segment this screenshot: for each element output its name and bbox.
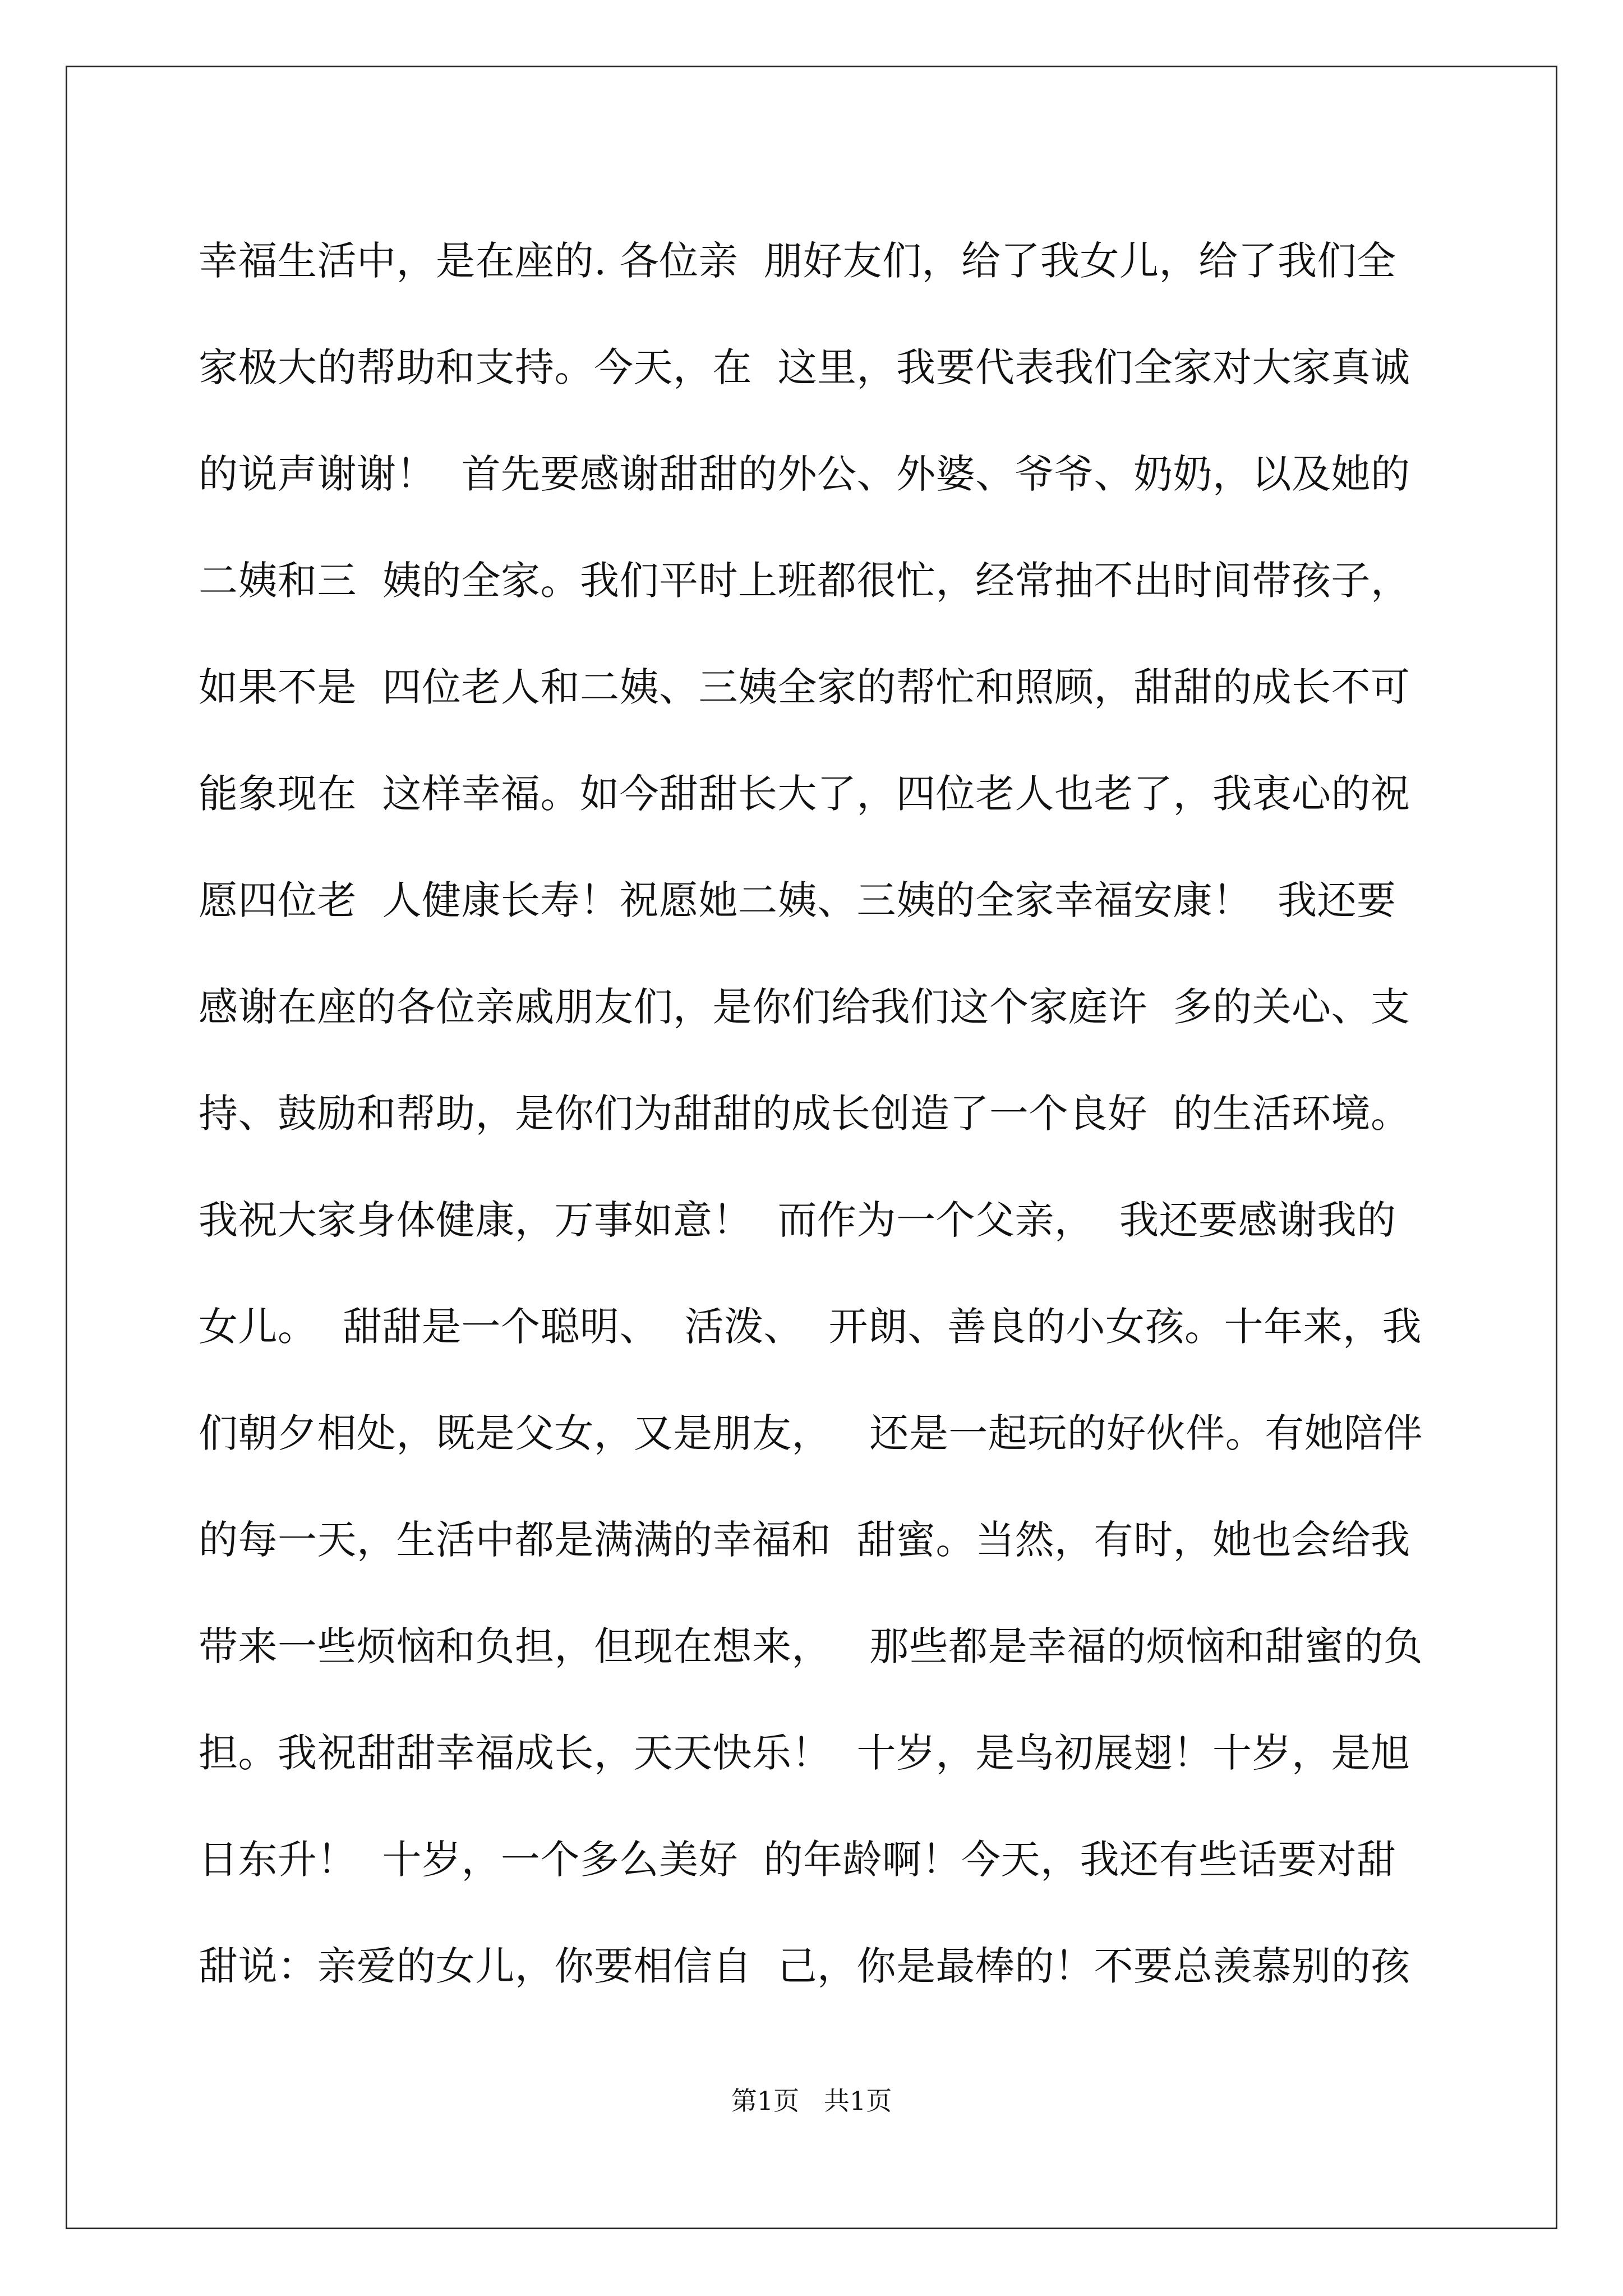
text-line: 家极大的帮助和支持。今天，在 这里，我要代表我们全家对大家真诚 <box>199 344 1410 390</box>
text-line: 日东升！ 十岁，一个多么美好 的年龄啊！今天，我还有些话要对甜 <box>199 1837 1396 1883</box>
text-line: 甜说：亲爱的女儿，你要相信自 己，你是最棒的！不要总羡慕别的孩 <box>199 1943 1410 1989</box>
text-line: 能象现在 这样幸福。如今甜甜长大了，四位老人也老了，我衷心的祝 <box>199 771 1410 817</box>
text-line: 担。我祝甜甜幸福成长，天天快乐！ 十岁，是鸟初展翅！十岁，是旭 <box>199 1730 1410 1776</box>
text-line: 愿四位老 人健康长寿！祝愿她二姨、三姨的全家幸福安康！ 我还要 <box>199 877 1396 923</box>
text-line: 们朝夕相处，既是父女，又是朋友， 还是一起玩的好伙伴。有她陪伴 <box>199 1410 1423 1456</box>
text-line: 感谢在座的各位亲戚朋友们，是你们给我们这个家庭许 多的关心、支 <box>199 984 1410 1030</box>
text-line: 的每一天，生活中都是满满的幸福和 甜蜜。当然，有时，她也会给我 <box>199 1517 1410 1563</box>
text-line: 女儿。 甜甜是一个聪明、 活泼、 开朗、善良的小女孩。十年来，我 <box>199 1304 1422 1350</box>
text-line: 的说声谢谢！ 首先要感谢甜甜的外公、外婆、爷爷、奶奶，以及她的 <box>199 451 1410 497</box>
text-line: 二姨和三 姨的全家。我们平时上班都很忙，经常抽不出时间带孩子， <box>199 558 1410 604</box>
document-body <box>199 208 1460 2019</box>
text-line: 我祝大家身体健康，万事如意！ 而作为一个父亲， 我还要感谢我的 <box>199 1197 1396 1243</box>
text-line: 持、鼓励和帮助，是你们为甜甜的成长创造了一个良好 的生活环境。 <box>199 1091 1410 1137</box>
text-line: 带来一些烦恼和负担，但现在想来， 那些都是幸福的烦恼和甜蜜的负 <box>199 1623 1423 1669</box>
text-line: 幸福生活中，是在座的. 各位亲 朋好友们，给了我女儿，给了我们全 <box>199 238 1396 284</box>
text-line: 如果不是 四位老人和二姨、三姨全家的帮忙和照顾，甜甜的成长不可 <box>199 664 1410 710</box>
page-number-footer: 第1页 共1页 <box>731 2086 892 2116</box>
